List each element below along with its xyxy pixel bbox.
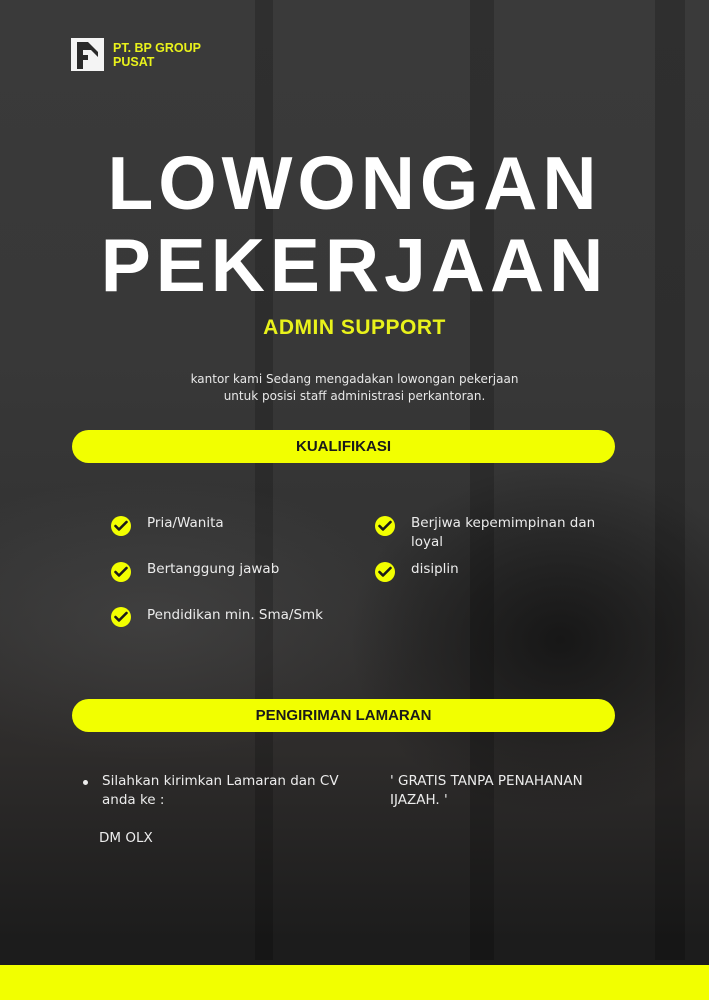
qualification-label: Bertanggung jawab: [147, 561, 280, 577]
check-circle-icon: [111, 516, 131, 536]
check-circle-icon: [111, 607, 131, 627]
description-line2: untuk posisi staff administrasi perkantoran.: [223, 389, 486, 403]
headline-line2: PEKERJAAN: [100, 223, 609, 307]
qualification-label: disiplin: [411, 561, 459, 577]
company-name-line2: PUSAT: [113, 54, 155, 69]
note-line2: IJAZAH. ': [390, 792, 448, 808]
check-circle-icon: [375, 562, 395, 582]
position-title: ADMIN SUPPORT: [263, 316, 446, 339]
check-circle-icon: [111, 562, 131, 582]
qualification-label: Pria/Wanita: [147, 515, 224, 531]
description-line1: kantor kami Sedang mengadakan lowongan pekerjaan: [190, 372, 519, 386]
bullet-icon: [83, 780, 88, 785]
qualification-label: Berjiwa kepemimpinan dan: [411, 515, 596, 531]
instruction-line1: Silahkan kirimkan Lamaran dan CV: [102, 773, 339, 789]
company-name-line1: PT. BP GROUP: [113, 40, 201, 55]
qualification-label-line2: loyal: [411, 534, 444, 550]
qualifications-heading: KUALIFIKASI: [72, 430, 615, 463]
check-circle-icon: [375, 516, 395, 536]
qualification-label: Pendidikan min. Sma/Smk: [147, 607, 323, 623]
instruction-line2: anda ke :: [102, 792, 165, 808]
note-line1: ' GRATIS TANPA PENAHANAN: [390, 773, 583, 789]
headline-line1: LOWONGAN: [107, 141, 602, 225]
company-name: [113, 41, 201, 69]
bp-logo-icon: [71, 38, 104, 71]
footer-accent-bar: [0, 965, 709, 1000]
contact-method: DM OLX: [99, 830, 153, 846]
description: [0, 371, 709, 405]
company-logo: [71, 38, 201, 71]
application-heading: PENGIRIMAN LAMARAN: [72, 699, 615, 732]
